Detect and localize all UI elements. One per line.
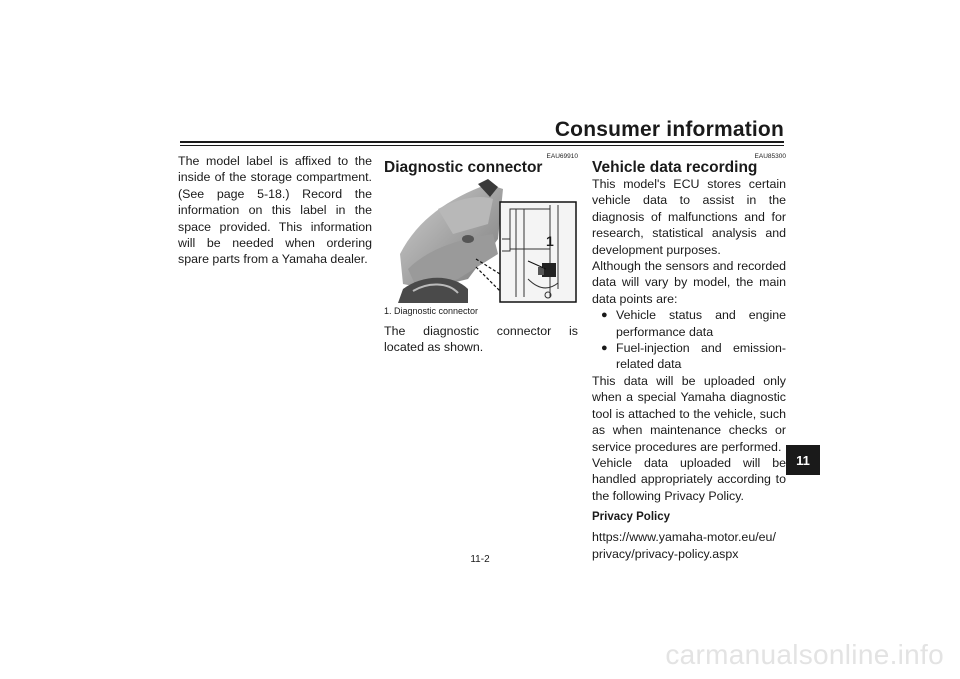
vehicle-data-body <box>592 176 786 562</box>
model-label-paragraph: The model label is affixed to the inside of the storage compartment. (See page 5-18.) Record the information on this label in the space provided. This information will be needed when ordering spare parts from a Yamaha dealer. <box>178 154 372 267</box>
section-code: EAU69910 <box>546 153 578 160</box>
privacy-policy-heading: Privacy Policy <box>592 511 670 524</box>
page-number: 11-2 <box>470 554 490 565</box>
vehicle-data-handled: Vehicle data uploaded will be handled appropriately according to the following Privacy Policy. <box>592 455 786 503</box>
bullet-icon: ● <box>601 342 608 355</box>
diagnostic-connector-figure <box>398 179 578 303</box>
list-item: ● Vehicle status and engine performance data <box>592 307 786 340</box>
list-item: ● Fuel-injection and emission-related data <box>592 340 786 373</box>
vehicle-data-sensors: Although the sensors and recorded data will vary by model, the main data points are: <box>592 259 786 306</box>
vehicle-data-heading: Vehicle data recording <box>592 159 758 176</box>
vehicle-data-intro: This model's ECU stores certain vehicle data to assist in the diagnosis of malfunctions and for research, statistical analysis and development purposes. <box>592 177 786 257</box>
bullet-icon: ● <box>601 309 608 322</box>
vehicle-data-upload: This data will be uploaded only when a special Yamaha diagnostic tool is attached to the vehicle, such as when maintenance checks or service procedures are performed. <box>592 373 786 454</box>
header-rule-thin <box>180 145 784 146</box>
diagnostic-heading: Diagnostic connector <box>384 159 543 176</box>
chapter-tab: 11 <box>786 445 820 475</box>
header-rule <box>180 141 784 143</box>
diagnostic-paragraph: The diagnostic connector is located as shown. <box>384 324 578 355</box>
page-title: Consumer information <box>554 118 784 141</box>
section-code: EAU85300 <box>754 153 786 160</box>
figure-callout-label: 1 <box>546 233 554 249</box>
figure-caption: 1. Diagnostic connector <box>384 306 479 316</box>
watermark: carmanualsonline.info <box>665 639 944 670</box>
privacy-policy-url[interactable]: https://www.yamaha-motor.eu/eu/ privacy/privacy-policy.aspx <box>592 530 776 561</box>
